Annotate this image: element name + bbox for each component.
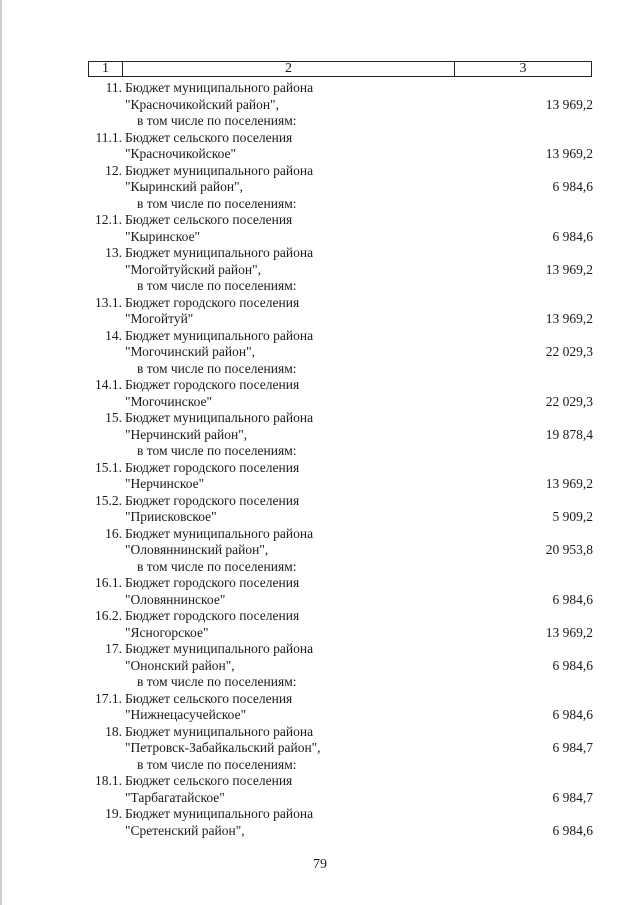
- row-number: 19.: [105, 806, 122, 821]
- table-row: [0, 691, 640, 708]
- row-text: Бюджет муниципального района: [125, 806, 314, 821]
- table-row: [0, 443, 640, 460]
- row-text: Бюджет городского поселения: [125, 459, 300, 475]
- table-row: [0, 196, 640, 213]
- row-text: "Нижнецасучейское": [125, 707, 247, 722]
- row-text: Бюджет сельского поселения: [125, 690, 293, 706]
- row-text: Бюджет городского поселения: [125, 294, 300, 310]
- table-row: [0, 163, 640, 180]
- table-row: [0, 757, 640, 774]
- row-text: в том числе по поселениям:: [137, 278, 297, 293]
- row-number: 17.: [105, 641, 122, 656]
- row-text: в том числе по поселениям:: [137, 113, 297, 128]
- table-row: [0, 410, 640, 427]
- table-row: [0, 80, 640, 97]
- table-row: [0, 311, 640, 328]
- row-number: 16.: [105, 525, 122, 541]
- row-amount: 6 984,6: [552, 822, 593, 838]
- table-row: [0, 559, 640, 576]
- row-text: в том числе по поселениям:: [137, 360, 297, 376]
- row-text: Бюджет муниципального района: [125, 245, 314, 260]
- table-row: [0, 328, 640, 345]
- table-row: [0, 146, 640, 163]
- row-amount: 19 878,4: [545, 426, 593, 442]
- table-row: [0, 658, 640, 675]
- row-amount: 13 969,2: [545, 476, 593, 491]
- row-text: "Красночикойское": [125, 146, 237, 161]
- row-text: "Оловяннинский район",: [125, 542, 269, 557]
- row-text: Бюджет сельского поселения: [125, 773, 293, 788]
- row-text: Бюджет муниципального района: [125, 525, 314, 541]
- row-amount: 5 909,2: [552, 509, 593, 524]
- row-text: "Могочинское": [125, 393, 213, 409]
- row-text: Бюджет городского поселения: [125, 377, 300, 392]
- row-text: "Красночикойский район",: [125, 96, 279, 112]
- row-number: 14.: [105, 327, 122, 343]
- row-text: Бюджет муниципального района: [125, 80, 314, 95]
- row-text: "Ононский район",: [125, 657, 235, 673]
- row-amount: 6 984,6: [552, 707, 593, 722]
- row-text: "Могойтуйский район",: [125, 261, 262, 277]
- page-number: 79: [313, 857, 327, 872]
- table-row: [0, 212, 640, 229]
- row-number: 16.2.: [95, 608, 122, 623]
- row-text: "Сретенский район",: [125, 822, 245, 838]
- row-text: "Кыринский район",: [125, 179, 243, 194]
- table-row: [0, 229, 640, 246]
- row-number: 12.1.: [95, 212, 122, 227]
- table-header-row: [88, 61, 592, 77]
- table-row: [0, 823, 640, 840]
- row-number: 13.1.: [95, 294, 122, 310]
- row-number: 14.1.: [95, 377, 122, 392]
- table-row: [0, 526, 640, 543]
- table-row: [0, 245, 640, 262]
- table-row: [0, 344, 640, 361]
- table-row: [0, 773, 640, 790]
- row-amount: 13 969,2: [545, 624, 593, 640]
- row-text: "Приисковское": [125, 509, 217, 524]
- row-text: Бюджет муниципального района: [125, 723, 314, 739]
- row-text: Бюджет городского поселения: [125, 608, 300, 623]
- row-text: в том числе по поселениям:: [137, 195, 297, 211]
- table-row: [0, 262, 640, 279]
- table-row: [0, 592, 640, 609]
- row-text: в том числе по поселениям:: [137, 443, 297, 458]
- table-body: [0, 80, 640, 839]
- row-amount: 6 984,6: [552, 657, 593, 673]
- table-row: [0, 724, 640, 741]
- row-number: 12.: [105, 162, 122, 178]
- row-number: 18.: [105, 723, 122, 739]
- row-amount: 20 953,8: [545, 542, 593, 557]
- row-text: "Кыринское": [125, 228, 201, 244]
- table-row: [0, 641, 640, 658]
- header-cell-2: 2: [123, 62, 455, 76]
- row-amount: 6 984,7: [552, 740, 593, 755]
- table-row: [0, 295, 640, 312]
- row-text: "Оловяннинское": [125, 591, 226, 607]
- row-text: Бюджет городского поселения: [125, 492, 300, 508]
- table-row: [0, 608, 640, 625]
- table-row: [0, 179, 640, 196]
- table-row: [0, 707, 640, 724]
- row-text: в том числе по поселениям:: [137, 674, 297, 689]
- row-text: Бюджет муниципального района: [125, 641, 314, 656]
- header-cell-1: 1: [89, 62, 123, 76]
- table-row: [0, 674, 640, 691]
- row-text: в том числе по поселениям:: [137, 756, 297, 772]
- row-amount: 13 969,2: [545, 96, 593, 112]
- row-number: 15.2.: [95, 492, 122, 508]
- table-row: [0, 278, 640, 295]
- row-amount: 6 984,6: [552, 179, 593, 194]
- table-row: [0, 625, 640, 642]
- row-text: "Нерчинское": [125, 476, 205, 491]
- row-amount: 22 029,3: [545, 393, 593, 409]
- table-row: [0, 97, 640, 114]
- row-number: 15.: [105, 410, 122, 425]
- row-text: "Нерчинский район",: [125, 426, 248, 442]
- table-row: [0, 394, 640, 411]
- table-row: [0, 493, 640, 510]
- header-cell-3: 3: [519, 61, 527, 76]
- row-text: "Тарбагатайское": [125, 789, 225, 805]
- row-number: 16.1.: [95, 575, 122, 590]
- row-text: "Могочинский район",: [125, 344, 255, 359]
- row-text: "Ясногорское": [125, 624, 209, 640]
- table-row: [0, 476, 640, 493]
- table-row: [0, 790, 640, 807]
- row-text: Бюджет муниципального района: [125, 410, 314, 425]
- row-text: Бюджет сельского поселения: [125, 212, 293, 227]
- table-row: [0, 542, 640, 559]
- table-row: [0, 460, 640, 477]
- row-amount: 22 029,3: [545, 344, 593, 359]
- row-text: "Петровск-Забайкальский район",: [125, 740, 321, 755]
- row-number: 13.: [105, 245, 122, 260]
- table-row: [0, 427, 640, 444]
- row-amount: 6 984,6: [552, 591, 593, 607]
- row-amount: 13 969,2: [545, 146, 593, 161]
- row-number: 11.: [105, 80, 122, 95]
- table-row: [0, 130, 640, 147]
- row-text: "Могойтуй": [125, 311, 194, 326]
- row-number: 18.1.: [95, 773, 122, 788]
- table-row: [0, 377, 640, 394]
- table-row: [0, 575, 640, 592]
- table-row: [0, 361, 640, 378]
- table-row: [0, 806, 640, 823]
- row-number: 15.1.: [95, 459, 122, 475]
- table-row: [0, 509, 640, 526]
- table-row: [0, 113, 640, 130]
- row-number: 17.1.: [95, 690, 122, 706]
- row-amount: 13 969,2: [545, 261, 593, 277]
- row-number: 11.1.: [95, 129, 122, 145]
- row-text: Бюджет муниципального района: [125, 162, 314, 178]
- row-amount: 13 969,2: [545, 311, 593, 326]
- row-text: Бюджет городского поселения: [125, 575, 300, 590]
- row-amount: 6 984,6: [552, 228, 593, 244]
- row-text: в том числе по поселениям:: [137, 558, 297, 574]
- row-amount: 6 984,7: [552, 789, 593, 805]
- table-row: [0, 740, 640, 757]
- row-text: Бюджет сельского поселения: [125, 129, 293, 145]
- row-text: Бюджет муниципального района: [125, 327, 314, 343]
